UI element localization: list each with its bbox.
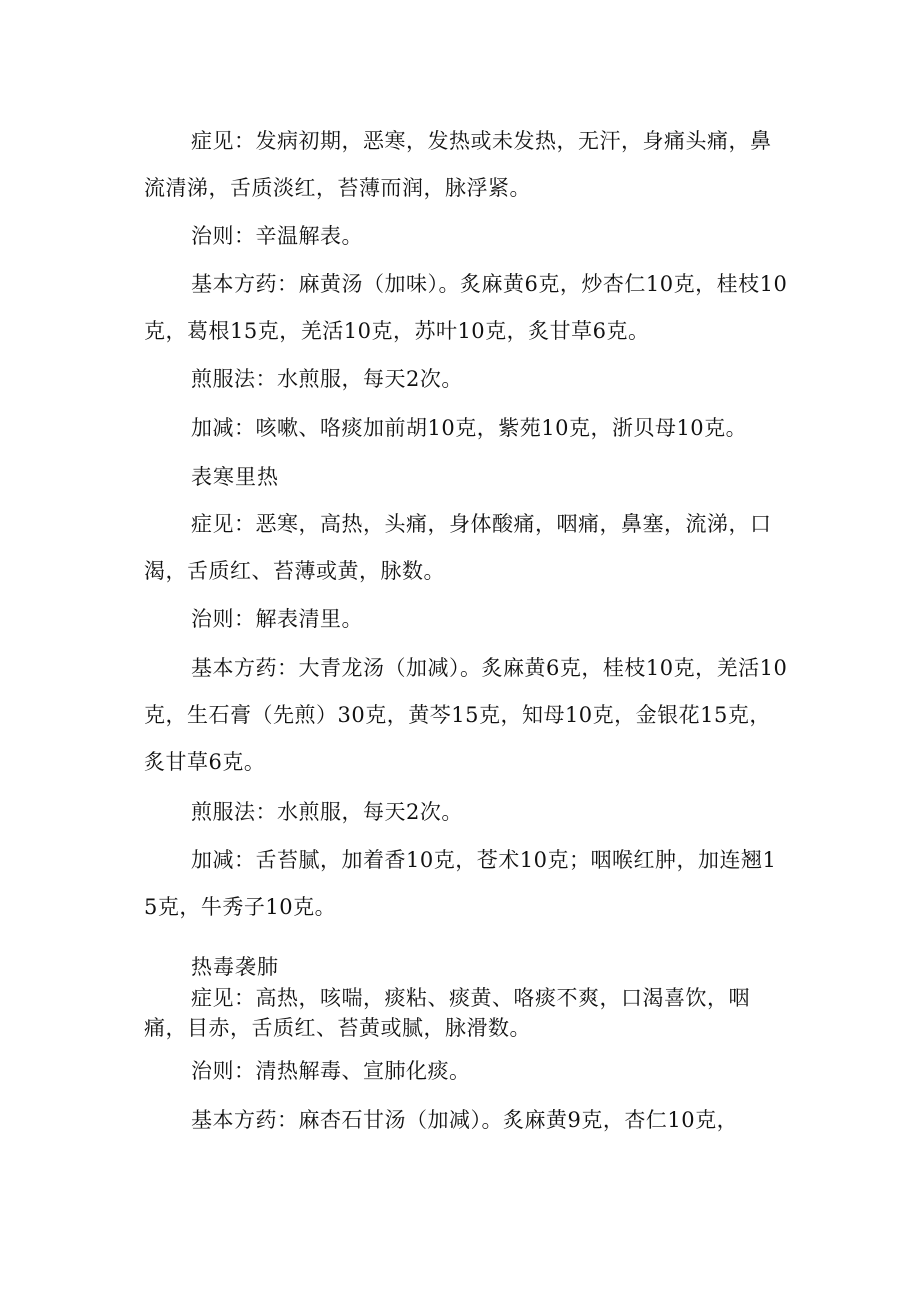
- section3-formula: 基本方药：麻杏石甘汤（加减）。炙麻黄9克，杏仁10克，: [191, 1108, 739, 1132]
- section2-formula: 基本方药：大青龙汤（加减）。炙麻黄6克，桂枝10克，羌活10克，生石膏（先煎）30克，黄芩15克，知母10克，金银花15克，炙甘草6克。: [144, 656, 788, 774]
- section3-title: 热毒袭肺: [191, 955, 279, 979]
- section1-modification: 加减：咳嗽、咯痰加前胡10克，紫苑10克，浙贝母10克。: [191, 416, 748, 440]
- section1-symptoms: 症见：发病初期，恶寒，发热或未发热，无汗，身痛头痛，鼻流清涕，舌质淡红，苔薄而润，脉浮紧。: [144, 129, 772, 200]
- section2-symptoms: 症见：恶寒，高热，头痛，身体酸痛，咽痛，鼻塞，流涕，口渴，舌质红、苔薄或黄，脉数。: [144, 512, 772, 583]
- section2-modification: 加减：舌苔腻，加着香10克，苍术10克；咽喉红肿，加连翘15克，牛秀子10克。: [144, 848, 777, 919]
- section2-principle: 治则：解表清里。: [191, 607, 363, 631]
- section1-decoction: 煎服法：水煎服，每天2次。: [191, 367, 463, 391]
- section2-decoction: 煎服法：水煎服，每天2次。: [191, 800, 463, 824]
- section2-title: 表寒里热: [191, 465, 279, 489]
- section1-formula: 基本方药：麻黄汤（加味）。炙麻黄6克，炒杏仁10克，桂枝10克，葛根15克，羌活10克，苏叶10克，炙甘草6克。: [144, 272, 788, 343]
- section3-symptoms: 症见：高热，咳喘，痰粘、痰黄、咯痰不爽，口渴喜饮，咽痛，目赤，舌质红、苔黄或腻，脉滑数。: [144, 986, 750, 1040]
- section1-principle: 治则：辛温解表。: [191, 224, 363, 248]
- section3-principle: 治则：清热解毒、宣肺化痰。: [191, 1059, 471, 1083]
